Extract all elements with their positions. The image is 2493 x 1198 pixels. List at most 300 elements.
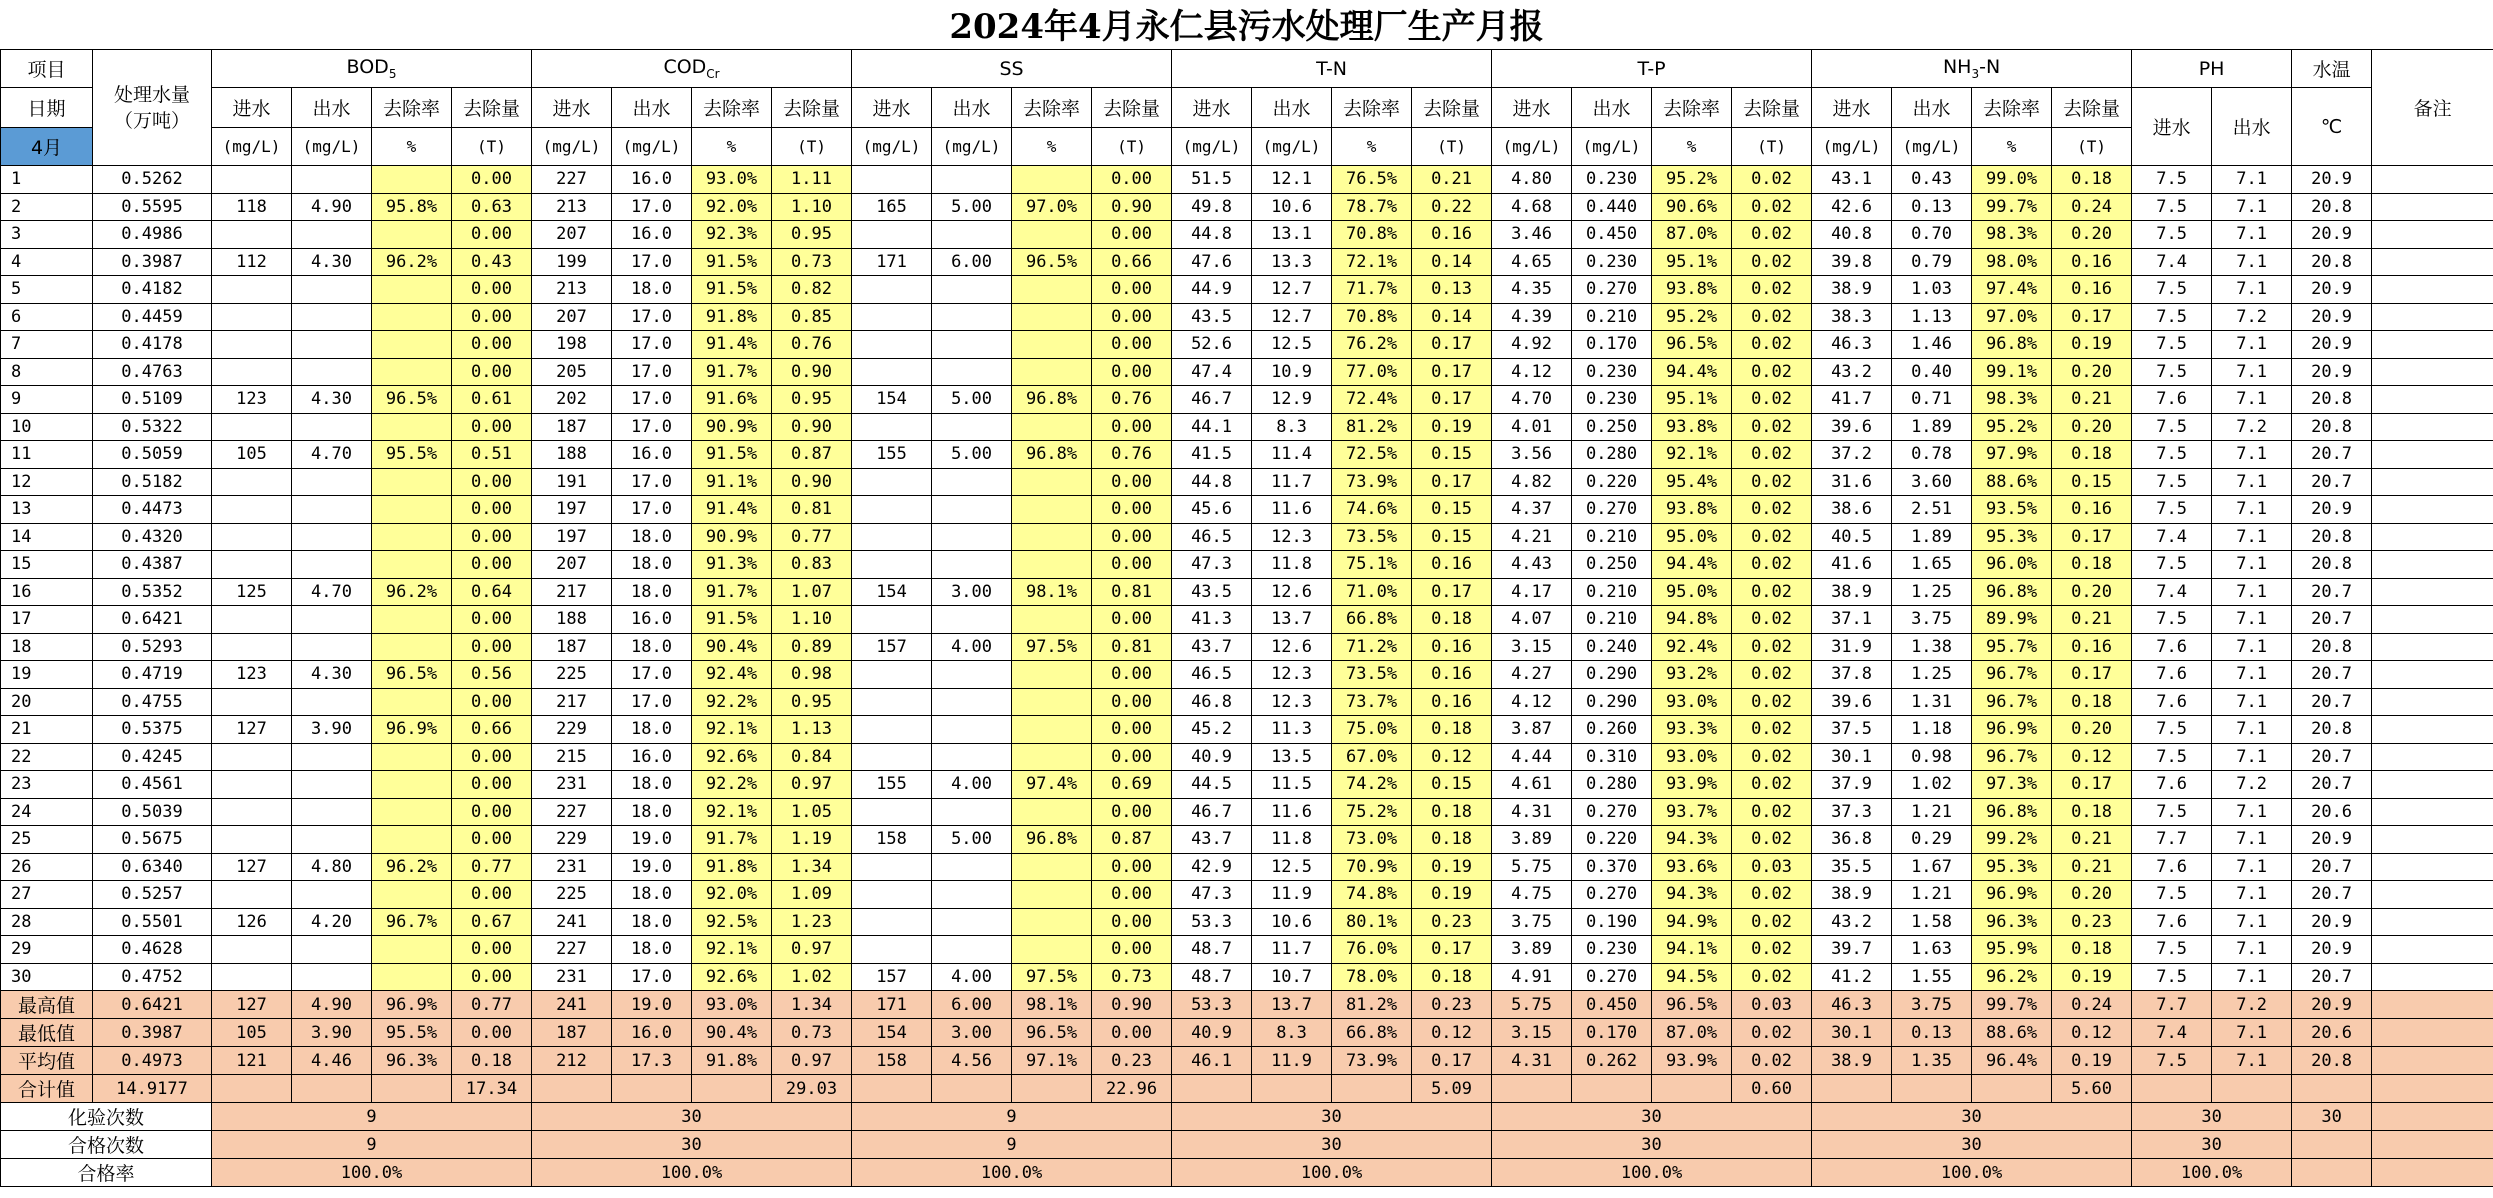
- rate-cell: 92.5%: [692, 908, 772, 936]
- empty-cell: [2372, 1103, 2493, 1131]
- rate-cell: 96.7%: [1972, 661, 2052, 689]
- ph-out-cell: 7.2: [2212, 771, 2292, 799]
- in-cell: 225: [532, 661, 612, 689]
- empty-cell: [1892, 1075, 1972, 1103]
- ph-in-cell: 7.5: [2132, 743, 2212, 771]
- amount-cell: 0.00: [1092, 936, 1172, 964]
- out-cell: [932, 881, 1012, 909]
- group-name: T-N: [1316, 57, 1348, 80]
- out-cell: 13.5: [1252, 743, 1332, 771]
- in-cell: [852, 908, 932, 936]
- footer-value: 30: [1172, 1103, 1492, 1131]
- flow-cell: 0.3987: [93, 248, 212, 276]
- rate-cell: 98.0%: [1972, 248, 2052, 276]
- ph-in-cell: 7.5: [2132, 1047, 2212, 1075]
- empty-cell: [292, 1075, 372, 1103]
- temp-cell: 20.6: [2292, 798, 2372, 826]
- amount-cell: 0.20: [2052, 358, 2132, 386]
- amount-cell: 1.09: [772, 881, 852, 909]
- out-cell: 0.170: [1572, 331, 1652, 359]
- flow-cell: 0.5109: [93, 386, 212, 414]
- in-cell: 4.65: [1492, 248, 1572, 276]
- in-cell: [852, 221, 932, 249]
- ph-in-cell: 7.5: [2132, 936, 2212, 964]
- ph-in-cell: 7.4: [2132, 578, 2212, 606]
- amount-cell: 0.90: [1092, 991, 1172, 1019]
- amount-cell: 0.02: [1732, 606, 1812, 634]
- rate-cell: 88.6%: [1972, 1019, 2052, 1047]
- out-cell: 0.280: [1572, 441, 1652, 469]
- rate-cell: 94.4%: [1652, 358, 1732, 386]
- rate-cell: 99.7%: [1972, 991, 2052, 1019]
- day-cell: 29: [1, 936, 93, 964]
- amount-cell: 0.97: [772, 936, 852, 964]
- in-cell: 38.9: [1812, 276, 1892, 304]
- amount-cell: 0.02: [1732, 936, 1812, 964]
- amount-cell: 1.13: [772, 716, 852, 744]
- ph-in-cell: 7.5: [2132, 331, 2212, 359]
- table-row: [1, 606, 2493, 634]
- unit-conc: (mg/L): [932, 128, 1012, 166]
- ph-in-cell: 7.5: [2132, 303, 2212, 331]
- empty-cell: [692, 1075, 772, 1103]
- remark-cell: [2372, 193, 2493, 221]
- out-cell: 4.70: [292, 578, 372, 606]
- temp-cell: 20.9: [2292, 331, 2372, 359]
- amount-cell: 0.16: [1412, 551, 1492, 579]
- in-cell: 213: [532, 276, 612, 304]
- out-cell: 10.6: [1252, 193, 1332, 221]
- ph-out-cell: 7.1: [2212, 853, 2292, 881]
- temp-cell: 20.7: [2292, 606, 2372, 634]
- rate-cell: 67.0%: [1332, 743, 1412, 771]
- day-cell: 5: [1, 276, 93, 304]
- rate-cell: 92.4%: [1652, 633, 1732, 661]
- stat-row: [1, 1047, 2493, 1075]
- footer-value: 100.0%: [1812, 1159, 2132, 1187]
- footer-label: 合格次数: [1, 1131, 212, 1159]
- rate-cell: 96.2%: [372, 578, 452, 606]
- remark-cell: [2372, 221, 2493, 249]
- out-cell: 1.38: [1892, 633, 1972, 661]
- rate-cell: 92.2%: [692, 688, 772, 716]
- amount-cell: 0.02: [1732, 881, 1812, 909]
- empty-cell: [2372, 1131, 2493, 1159]
- rate-cell: 92.2%: [692, 771, 772, 799]
- in-cell: 41.3: [1172, 606, 1252, 634]
- in-cell: 36.8: [1812, 826, 1892, 854]
- rate-cell: 95.1%: [1652, 386, 1732, 414]
- out-cell: 4.46: [292, 1047, 372, 1075]
- ph-out-cell: 7.1: [2212, 166, 2292, 194]
- out-cell: 13.1: [1252, 221, 1332, 249]
- out-cell: 3.90: [292, 716, 372, 744]
- in-cell: 31.6: [1812, 468, 1892, 496]
- day-cell: 3: [1, 221, 93, 249]
- ph-in-cell: 7.6: [2132, 688, 2212, 716]
- ph-out-cell: 7.1: [2212, 743, 2292, 771]
- unit-pct: %: [1332, 128, 1412, 166]
- out-cell: 18.0: [612, 936, 692, 964]
- amount-cell: 0.15: [1412, 523, 1492, 551]
- header-flow-label: 处理水量（万吨）: [113, 83, 190, 132]
- rate-cell: 96.5%: [1012, 248, 1092, 276]
- out-cell: 16.0: [612, 441, 692, 469]
- rate-cell: 91.1%: [692, 468, 772, 496]
- flow-cell: 0.5039: [93, 798, 212, 826]
- out-cell: 17.0: [612, 358, 692, 386]
- ph-out-cell: 7.1: [2212, 963, 2292, 991]
- in-cell: [212, 771, 292, 799]
- in-cell: 42.9: [1172, 853, 1252, 881]
- day-cell: 2: [1, 193, 93, 221]
- rate-cell: 93.0%: [692, 991, 772, 1019]
- in-cell: 4.68: [1492, 193, 1572, 221]
- header-temp-unit: ℃: [2292, 88, 2372, 166]
- unit-conc: (mg/L): [212, 128, 292, 166]
- out-cell: 11.8: [1252, 826, 1332, 854]
- amount-cell: 0.18: [1412, 716, 1492, 744]
- rate-cell: 96.8%: [1012, 826, 1092, 854]
- in-cell: 46.7: [1172, 386, 1252, 414]
- out-cell: 5.00: [932, 193, 1012, 221]
- ph-out-cell: 7.1: [2212, 1047, 2292, 1075]
- in-cell: [212, 358, 292, 386]
- amount-cell: 0.18: [2052, 936, 2132, 964]
- rate-cell: [372, 551, 452, 579]
- header-ph: PH: [2132, 50, 2292, 88]
- in-cell: 40.5: [1812, 523, 1892, 551]
- flow-cell: 0.4473: [93, 496, 212, 524]
- rate-cell: [1012, 716, 1092, 744]
- temp-cell: 20.9: [2292, 166, 2372, 194]
- amount-cell: 0.18: [2052, 166, 2132, 194]
- amount-cell: 0.67: [452, 908, 532, 936]
- in-cell: 4.31: [1492, 1047, 1572, 1075]
- header-in: 进水: [1492, 88, 1572, 128]
- amount-cell: 0.64: [452, 578, 532, 606]
- unit-conc: (mg/L): [1572, 128, 1652, 166]
- amount-cell: 0.00: [1092, 303, 1172, 331]
- out-cell: [932, 551, 1012, 579]
- rate-cell: 96.5%: [1652, 991, 1732, 1019]
- remark-cell: [2372, 551, 2493, 579]
- rate-cell: 91.7%: [692, 578, 772, 606]
- rate-cell: 95.0%: [1652, 578, 1732, 606]
- amount-cell: 0.00: [1092, 276, 1172, 304]
- in-cell: 229: [532, 716, 612, 744]
- total-amount: 5.09: [1412, 1075, 1492, 1103]
- footer-value: 100.0%: [212, 1159, 532, 1187]
- out-cell: [932, 688, 1012, 716]
- rate-cell: [1012, 468, 1092, 496]
- in-cell: 121: [212, 1047, 292, 1075]
- footer-value: 9: [212, 1131, 532, 1159]
- in-cell: 215: [532, 743, 612, 771]
- in-cell: 127: [212, 716, 292, 744]
- day-cell: 20: [1, 688, 93, 716]
- out-cell: 1.13: [1892, 303, 1972, 331]
- in-cell: 154: [852, 386, 932, 414]
- out-cell: 0.210: [1572, 523, 1652, 551]
- amount-cell: 0.89: [772, 633, 852, 661]
- out-cell: 3.60: [1892, 468, 1972, 496]
- temp-cell: 20.7: [2292, 441, 2372, 469]
- in-cell: 3.75: [1492, 908, 1572, 936]
- remark-cell: [2372, 963, 2493, 991]
- ph-out-cell: 7.1: [2212, 221, 2292, 249]
- out-cell: 1.25: [1892, 578, 1972, 606]
- ph-in-cell: 7.6: [2132, 633, 2212, 661]
- rate-cell: 93.9%: [1652, 771, 1732, 799]
- in-cell: 4.35: [1492, 276, 1572, 304]
- footer-value: 30: [1492, 1103, 1812, 1131]
- amount-cell: 0.82: [772, 276, 852, 304]
- table-row: [1, 468, 2493, 496]
- in-cell: 44.8: [1172, 468, 1252, 496]
- rate-cell: [372, 606, 452, 634]
- rate-cell: 97.1%: [1012, 1047, 1092, 1075]
- unit-conc: (mg/L): [1812, 128, 1892, 166]
- amount-cell: 0.00: [1092, 221, 1172, 249]
- amount-cell: 0.21: [2052, 606, 2132, 634]
- out-cell: 4.70: [292, 441, 372, 469]
- out-cell: 0.270: [1572, 798, 1652, 826]
- in-cell: 158: [852, 1047, 932, 1075]
- ph-in-cell: 7.6: [2132, 771, 2212, 799]
- flow-cell: 0.4182: [93, 276, 212, 304]
- amount-cell: 0.21: [1412, 166, 1492, 194]
- out-cell: [292, 331, 372, 359]
- table-row: [1, 523, 2493, 551]
- out-cell: [932, 303, 1012, 331]
- out-cell: 17.3: [612, 1047, 692, 1075]
- in-cell: [212, 221, 292, 249]
- amount-cell: 0.00: [452, 743, 532, 771]
- remark-cell: [2372, 578, 2493, 606]
- in-cell: 43.7: [1172, 826, 1252, 854]
- amount-cell: 0.00: [452, 798, 532, 826]
- ph-out-cell: 7.1: [2212, 688, 2292, 716]
- amount-cell: 0.19: [1412, 853, 1492, 881]
- header-in: 进水: [852, 88, 932, 128]
- rate-cell: 96.3%: [1972, 908, 2052, 936]
- out-cell: 3.75: [1892, 606, 1972, 634]
- rate-cell: [1012, 276, 1092, 304]
- unit-pct: %: [372, 128, 452, 166]
- amount-cell: 0.19: [2052, 963, 2132, 991]
- ph-out-cell: 7.1: [2212, 193, 2292, 221]
- rate-cell: 93.5%: [1972, 496, 2052, 524]
- rate-cell: [372, 358, 452, 386]
- rate-cell: [372, 688, 452, 716]
- out-cell: 16.0: [612, 1019, 692, 1047]
- out-cell: 0.79: [1892, 248, 1972, 276]
- amount-cell: 0.13: [1412, 276, 1492, 304]
- out-cell: 3.00: [932, 578, 1012, 606]
- rate-cell: 94.3%: [1652, 826, 1732, 854]
- remark-cell: [2372, 826, 2493, 854]
- rate-cell: 73.7%: [1332, 688, 1412, 716]
- in-cell: 4.61: [1492, 771, 1572, 799]
- out-cell: 0.262: [1572, 1047, 1652, 1075]
- in-cell: [852, 551, 932, 579]
- in-cell: 41.6: [1812, 551, 1892, 579]
- temp-cell: 20.9: [2292, 936, 2372, 964]
- remark-cell: [2372, 386, 2493, 414]
- rate-cell: 88.6%: [1972, 468, 2052, 496]
- amount-cell: 0.14: [1412, 248, 1492, 276]
- header-group-4: [1492, 50, 1812, 88]
- rate-cell: 92.4%: [692, 661, 772, 689]
- in-cell: 155: [852, 441, 932, 469]
- amount-cell: 0.19: [1412, 881, 1492, 909]
- out-cell: [292, 496, 372, 524]
- rate-cell: 93.3%: [1652, 716, 1732, 744]
- in-cell: 188: [532, 606, 612, 634]
- out-cell: 1.21: [1892, 881, 1972, 909]
- ph-out-cell: 7.1: [2212, 661, 2292, 689]
- amount-cell: 0.16: [2052, 276, 2132, 304]
- remark-cell: [2372, 276, 2493, 304]
- amount-cell: 1.19: [772, 826, 852, 854]
- remark-cell: [2372, 991, 2493, 1019]
- amount-cell: 0.18: [1412, 826, 1492, 854]
- ph-out-cell: 7.2: [2212, 991, 2292, 1019]
- out-cell: 0.450: [1572, 221, 1652, 249]
- out-cell: 0.230: [1572, 358, 1652, 386]
- in-cell: 207: [532, 221, 612, 249]
- ph-out-cell: 7.1: [2212, 386, 2292, 414]
- in-cell: [212, 743, 292, 771]
- amount-cell: 0.21: [2052, 853, 2132, 881]
- header-out: 出水: [932, 88, 1012, 128]
- amount-cell: 0.20: [2052, 221, 2132, 249]
- rate-cell: 94.1%: [1652, 936, 1732, 964]
- out-cell: 0.29: [1892, 826, 1972, 854]
- rate-cell: 94.8%: [1652, 606, 1732, 634]
- flow-cell: 0.4245: [93, 743, 212, 771]
- temp-cell: 20.7: [2292, 661, 2372, 689]
- ph-out-cell: 7.1: [2212, 496, 2292, 524]
- unit-ton: (T): [1092, 128, 1172, 166]
- header-group-2: [852, 50, 1172, 88]
- in-cell: 217: [532, 688, 612, 716]
- table-row: [1, 248, 2493, 276]
- ph-out-cell: 7.1: [2212, 248, 2292, 276]
- amount-cell: 0.02: [1732, 661, 1812, 689]
- in-cell: 207: [532, 551, 612, 579]
- out-cell: 12.5: [1252, 331, 1332, 359]
- out-cell: 13.3: [1252, 248, 1332, 276]
- remark-cell: [2372, 523, 2493, 551]
- rate-cell: 96.8%: [1012, 386, 1092, 414]
- out-cell: [292, 771, 372, 799]
- out-cell: 1.18: [1892, 716, 1972, 744]
- header-rate: 去除率: [692, 88, 772, 128]
- rate-cell: 92.1%: [692, 716, 772, 744]
- in-cell: 4.70: [1492, 386, 1572, 414]
- rate-cell: 73.5%: [1332, 523, 1412, 551]
- flow-cell: 0.4178: [93, 331, 212, 359]
- rate-cell: 90.4%: [692, 633, 772, 661]
- amount-cell: 0.76: [772, 331, 852, 359]
- in-cell: 30.1: [1812, 1019, 1892, 1047]
- amount-cell: 0.24: [2052, 991, 2132, 1019]
- out-cell: 0.210: [1572, 578, 1652, 606]
- out-cell: 0.370: [1572, 853, 1652, 881]
- in-cell: 46.1: [1172, 1047, 1252, 1075]
- amount-cell: 0.90: [772, 468, 852, 496]
- amount-cell: 0.00: [1092, 166, 1172, 194]
- in-cell: 43.2: [1812, 908, 1892, 936]
- in-cell: [852, 166, 932, 194]
- table-row: [1, 331, 2493, 359]
- in-cell: 40.9: [1172, 743, 1252, 771]
- unit-conc: (mg/L): [292, 128, 372, 166]
- out-cell: 16.0: [612, 221, 692, 249]
- in-cell: 207: [532, 303, 612, 331]
- header-in: 进水: [212, 88, 292, 128]
- out-cell: 1.02: [1892, 771, 1972, 799]
- empty-cell: [1812, 1075, 1892, 1103]
- in-cell: [852, 523, 932, 551]
- in-cell: [852, 853, 932, 881]
- total-amount: 5.60: [2052, 1075, 2132, 1103]
- out-cell: [932, 331, 1012, 359]
- out-cell: 0.290: [1572, 661, 1652, 689]
- amount-cell: 0.77: [452, 991, 532, 1019]
- out-cell: [292, 936, 372, 964]
- unit-conc: (mg/L): [1892, 128, 1972, 166]
- amount-cell: 0.00: [452, 331, 532, 359]
- rate-cell: 95.4%: [1652, 468, 1732, 496]
- in-cell: 41.5: [1172, 441, 1252, 469]
- rate-cell: 66.8%: [1332, 606, 1412, 634]
- header-amount: 去除量: [2052, 88, 2132, 128]
- amount-cell: 0.81: [1092, 633, 1172, 661]
- out-cell: 11.9: [1252, 881, 1332, 909]
- in-cell: 44.8: [1172, 221, 1252, 249]
- rate-cell: [1012, 413, 1092, 441]
- out-cell: 12.3: [1252, 523, 1332, 551]
- in-cell: 3.89: [1492, 826, 1572, 854]
- amount-cell: 0.16: [1412, 633, 1492, 661]
- empty-cell: [1492, 1075, 1572, 1103]
- in-cell: 4.31: [1492, 798, 1572, 826]
- flow-cell: 0.5352: [93, 578, 212, 606]
- out-cell: 4.30: [292, 661, 372, 689]
- in-cell: 225: [532, 881, 612, 909]
- in-cell: 125: [212, 578, 292, 606]
- report-title: 2024年4月永仁县污水处理厂生产月报: [949, 7, 1544, 47]
- in-cell: 35.5: [1812, 853, 1892, 881]
- remark-cell: [2372, 441, 2493, 469]
- header-out: 出水: [1252, 88, 1332, 128]
- rate-cell: [1012, 166, 1092, 194]
- ph-in-cell: 7.5: [2132, 496, 2212, 524]
- in-cell: 46.3: [1812, 331, 1892, 359]
- stat-label: 平均值: [1, 1047, 93, 1075]
- amount-cell: 0.12: [2052, 743, 2132, 771]
- rate-cell: 96.8%: [1972, 331, 2052, 359]
- in-cell: 4.91: [1492, 963, 1572, 991]
- in-cell: [212, 633, 292, 661]
- amount-cell: 0.00: [452, 166, 532, 194]
- in-cell: [852, 743, 932, 771]
- rate-cell: [372, 881, 452, 909]
- rate-cell: 97.9%: [1972, 441, 2052, 469]
